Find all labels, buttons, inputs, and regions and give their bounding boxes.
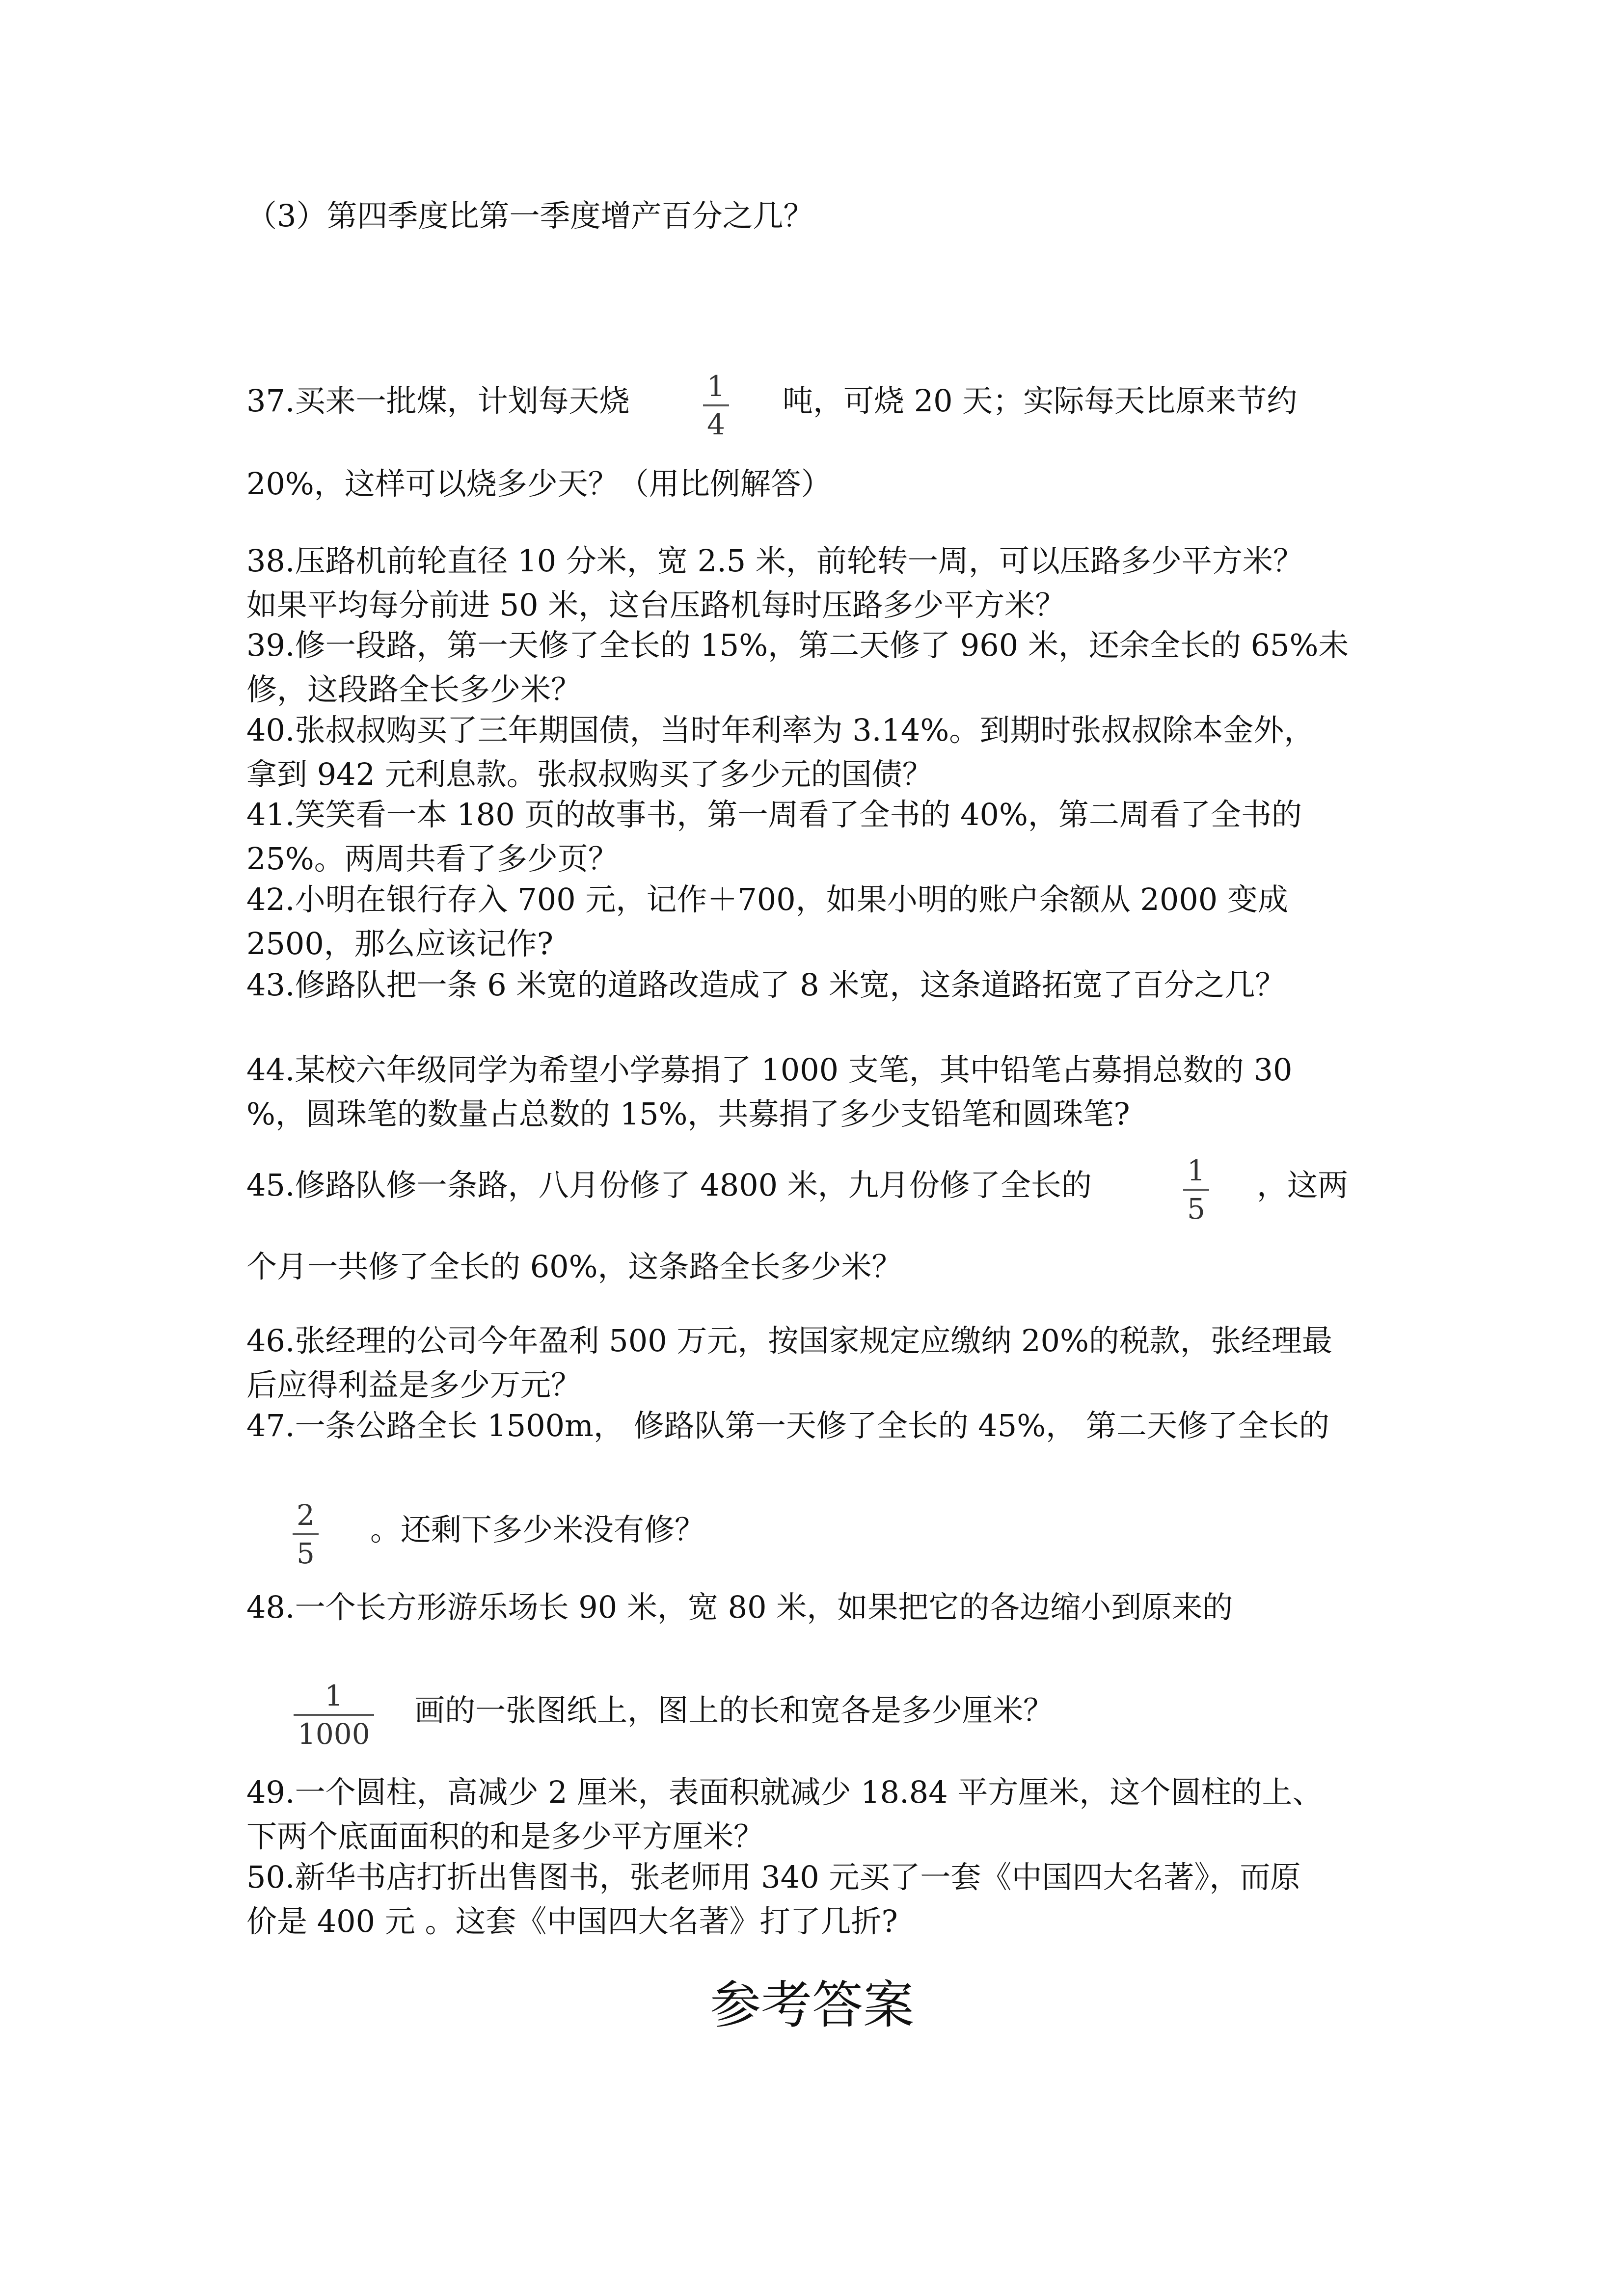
question-36-part-3: （3）第四季度比第一季度增产百分之几？ — [246, 198, 814, 234]
question-38-line-2: 如果平均每分前进 50 米，这台压路机每时压路多少平方米？ — [246, 587, 1066, 623]
question-37-fraction — [703, 369, 729, 442]
question-45-line-1-end: ，这两 — [1257, 1167, 1349, 1203]
question-45-line-2: 个月一共修了全长的 60%，这条路全长多少米？ — [246, 1249, 902, 1284]
question-49-line-2: 下两个底面面积的和是多少平方厘米？ — [246, 1818, 764, 1854]
question-44-line-2: %，圆珠笔的数量占总数的 15%，共募捐了多少支铅笔和圆珠笔? — [246, 1096, 1130, 1132]
fraction-numerator: 2 — [297, 1498, 315, 1532]
question-39-line-2: 修，这段路全长多少米？ — [246, 671, 582, 707]
question-41-line-2: 25%。两周共看了多少页？ — [246, 841, 619, 877]
question-44-line-1: 44.某校六年级同学为希望小学募捐了 1000 支笔，其中铅笔占募捐总数的 30 — [246, 1052, 1293, 1088]
question-47-fraction — [293, 1498, 319, 1571]
question-41-line-1: 41.笑笑看一本 180 页的故事书，第一周看了全书的 40%，第二周看了全书的 — [246, 797, 1302, 832]
fraction-numerator: 1 — [707, 370, 725, 403]
question-47-line-2: 。还剩下多少米没有修？ — [370, 1512, 705, 1548]
fraction-numerator: 1 — [325, 1679, 343, 1712]
answer-section-title: 参考答案 — [709, 1975, 914, 2035]
question-40-line-2: 拿到 942 元利息款。张叔叔购买了多少元的国债？ — [246, 756, 933, 792]
fraction-bar — [1183, 1189, 1209, 1191]
fraction-denominator: 5 — [297, 1537, 315, 1570]
question-48-fraction — [294, 1679, 374, 1751]
fraction-denominator: 1000 — [298, 1717, 370, 1751]
question-37-line-2: 20%，这样可以烧多少天？（用比例解答） — [246, 466, 832, 502]
fraction-denominator: 5 — [1187, 1192, 1205, 1226]
question-46-line-2: 后应得利益是多少万元？ — [246, 1367, 582, 1403]
question-40-line-1: 40.张叔叔购买了三年期国债，当时年利率为 3.14%。到期时张叔叔除本金外， — [246, 712, 1315, 748]
question-45-fraction — [1183, 1153, 1209, 1226]
fraction-bar — [293, 1533, 319, 1535]
question-39-line-1: 39.修一段路，第一天修了全长的 15%，第二天修了 960 米，还余全长的 65%未 — [246, 627, 1349, 663]
question-37-line-1-start: 37.买来一批煤，计划每天烧 — [246, 383, 630, 419]
question-50-line-1: 50.新华书店打折出售图书，张老师用 340 元买了一套《中国四大名著》，而原 — [246, 1859, 1301, 1895]
question-48-line-1: 48.一个长方形游乐场长 90 米，宽 80 米，如果把它的各边缩小到原来的 — [246, 1589, 1233, 1625]
fraction-denominator: 4 — [707, 408, 725, 441]
question-48-line-2: 画的一张图纸上，图上的长和宽各是多少厘米？ — [414, 1692, 1054, 1728]
question-49-line-1: 49.一个圆柱，高减少 2 厘米，表面积就减少 18.84 平方厘米，这个圆柱的上、 — [246, 1774, 1323, 1810]
question-37-line-1-end: 吨，可烧 20 天；实际每天比原来节约 — [783, 383, 1298, 419]
question-38-line-1: 38.压路机前轮直径 10 分米，宽 2.5 米，前轮转一周，可以压路多少平方米？ — [246, 543, 1303, 579]
fraction-numerator: 1 — [1187, 1154, 1205, 1187]
fraction-bar — [294, 1714, 374, 1716]
fraction-bar — [703, 404, 729, 406]
question-45-line-1-start: 45.修路队修一条路，八月份修了 4800 米，九月份修了全长的 — [246, 1167, 1092, 1203]
question-50-line-2: 价是 400 元 。这套《中国四大名著》打了几折? — [246, 1903, 898, 1939]
question-47-line-1: 47.一条公路全长 1500m， 修路队第一天修了全长的 45%， 第二天修了全长的 — [246, 1408, 1329, 1443]
question-42-line-2: 2500，那么应该记作? — [246, 926, 554, 961]
question-42-line-1: 42.小明在银行存入 700 元，记作＋700，如果小明的账户余额从 2000 变成 — [246, 881, 1288, 917]
question-43-line-1: 43.修路队把一条 6 米宽的道路改造成了 8 米宽，这条道路拓宽了百分之几？ — [246, 967, 1286, 1003]
question-46-line-1: 46.张经理的公司今年盈利 500 万元，按国家规定应缴纳 20%的税款，张经理最 — [246, 1323, 1332, 1359]
